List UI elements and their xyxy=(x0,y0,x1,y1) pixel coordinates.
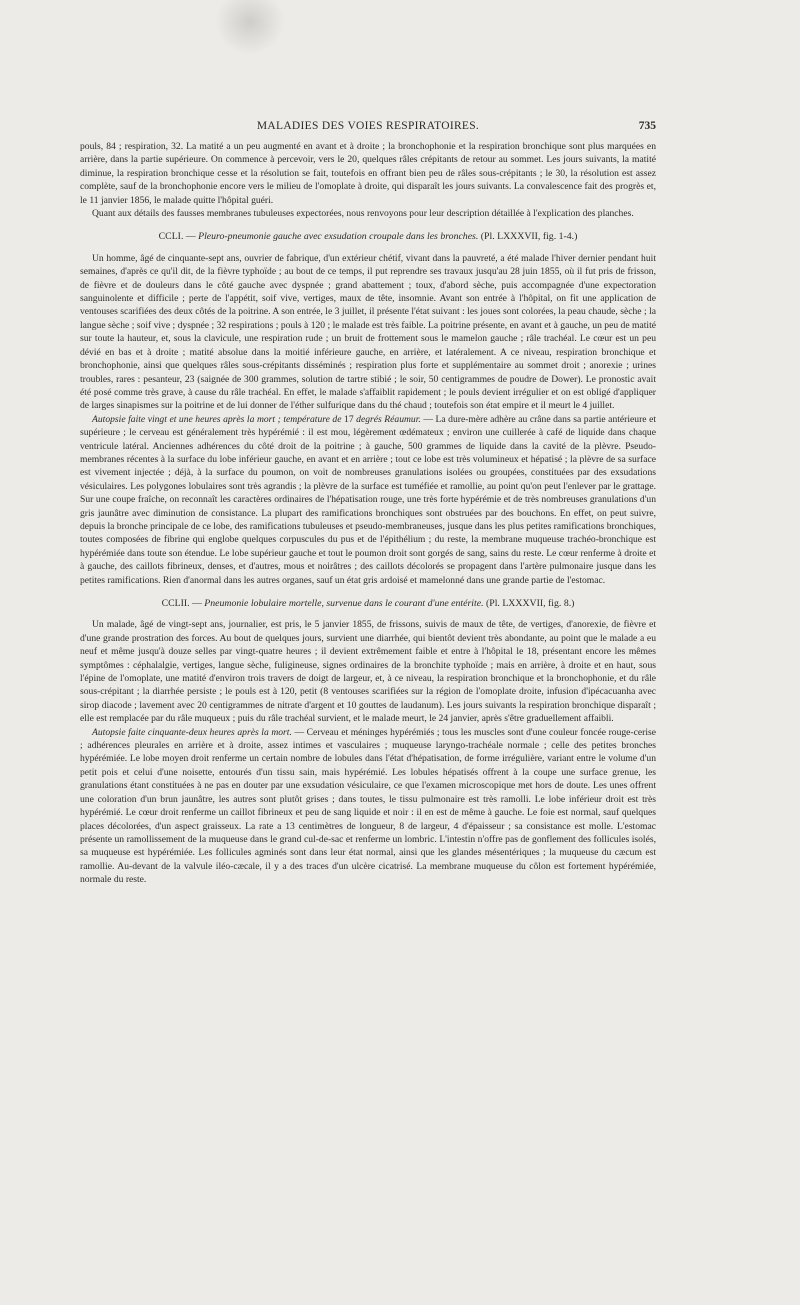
autopsy-text: — Cerveau et méninges hypérémiés ; tous les muscles sont d'une couleur foncée rouge-cerise ; adhérences pleurales en arrière et à droite, assez intimes et vasculaires ; muqueuse laryngo-trachéale normale ; celle des petites bronches hypérémiée. Le lobe moyen droit renferme un certain nombre de lobules dans l'état d'hépatisation, de forme irrégulière, variant entre le volume d'un petit pois et celui d'une noisette, entourés d'un tissu sain, mais hypérémié. Les lobules hépatisés offrent à la coupe une surface grenue, les granulations étant constituées à ne pas en douter par une exsudation vésiculaire, ce que l'examen microscopique met hors de doute. Les unes offrent une coloration d'un brun jaunâtre, les autres sont plutôt grises ; dans toutes, le tissu pulmonaire est très ramolli. Le lobe inférieur droit est très hypérémié. Le cœur droit renferme un caillot fibrineux et peu de sang liquide et noir : il en est de même à gauche. Le foie est normal, sauf quelques places décolorées, d'un aspect graisseux. La rate a 13 centimètres de longueur, 8 de largeur, 4 d'épaisseur ; sa consistance est molle. L'estomac présente un ramollissement de la muqueuse dans le grand cul-de-sac et renferme un lombric. L'intestin n'offre pas de gonflement des follicules isolés, sa muqueuse est hypérémiée. Les follicules agminés sont dans leur état normal, ainsi que les glandes mésentériques ; la muqueuse du cæcum est ramollie. Au-devant de la valvule iléo-cæcale, il y a des traces d'un ulcère cicatrisé. La membrane muqueuse du côlon est fortement hypérémiée, normale du reste. xyxy=(80,726,656,886)
print-smudge xyxy=(215,0,285,55)
autopsy-temperature: 17 xyxy=(341,413,357,425)
page-number: 735 xyxy=(638,120,656,132)
case-dash: — xyxy=(189,598,205,609)
autopsy-text: — La dure-mère adhère au crâne dans sa partie antérieure et supérieure ; le cerveau est généralement très hypérémié : il est mou, légèrement œdémateux ; environ une cuillerée à café de liquide dans chaque ventricule latéral. Anciennes adhérences du côté droit de la poitrine ; à gauche, 500 grammes de liquide dans la cavité de la plèvre. Pseudo-membranes récentes à la surface du lobe inférieur gauche, en avant et en arrière ; tout ce lobe est très volumineux et hépatisé ; la plèvre de sa surface est vivement injectée ; déjà, à la surface du poumon, on voit de nombreuses granulations isolées ou groupées, constituées par des exsudations vésiculaires. Les polygones lobulaires sont très agrandis ; la plèvre de la surface est tuméfiée et ramollie, au point qu'on peut l'enlever par le grattage. Sur une coupe fraîche, on reconnaît les caractères ordinaires de l'hépatisation rouge, une très forte hypérémie et de très nombreuses granulations d'un gris jaunâtre avec diminution de consistance. La plupart des ramifications bronchiques sont obstruées par des bouchons. En effet, on peut suivre, depuis la bronche principale de ce lobe, des ramifications tubuleuses et pseudo-membraneuses, jusque dans les plus petites ramifications bronchiques, toutes composées de fibrine qui englobe quelques corpuscules du pus et de l'épithélium ; du reste, la membrane muqueuse trachéo-bronchique est hypérémiée dans toute son étendue. Le lobe supérieur gauche et tout le poumon droit sont gorgés de sang, sains du reste. Le cœur renferme à droite et à gauche, des caillots fibrineux, denses, et d'autres, mous et noirâtres ; des caillots décolorés se propagent dans l'artère pulmonaire jusque dans les petites ramifications. Rien d'anormal dans les autres organes, sauf un état gris ardoisé et mamelonné dans une grande partie de l'estomac. xyxy=(80,413,656,586)
running-title: MALADIES DES VOIES RESPIRATOIRES. xyxy=(256,120,480,132)
case-cclii-autopsy xyxy=(80,726,656,887)
plate-reference: (Pl. LXXXVII, fig. 1-4.) xyxy=(478,231,578,243)
autopsy-label: Autopsie faite vingt et une heures après la mort ; température de xyxy=(92,413,342,425)
intro-paragraph-1: pouls, 84 ; respiration, 32. La matité a un peu augmenté en avant et à droite ; la bronchophonie et la respiration bronchique sont plus marquées en arrière, dans la partie supérieure. On commence à percevoir, vers le 20, quelques râles crépitants de retour au sommet. Les jours suivants, la matité diminue, la respiration bronchique cesse et la résolution se fait, toutefois en offrant bien peu de râles sous-crépitants ; le 30, la résolution est assez complète, sauf de la bronchophonie encore vers le milieu de l'omoplate à droite, qui disparaît les jours suivants. La convalescence fait des progrès et, le 11 janvier 1856, le malade quitte l'hôpital guéri. xyxy=(80,141,656,206)
case-number: CCLI. xyxy=(158,231,184,243)
plate-reference: (Pl. LXXXVII, fig. 8.) xyxy=(483,598,575,609)
case-ccli-history: Un homme, âgé de cinquante-sept ans, ouvrier de fabrique, d'un extérieur chétif, vivant dans la pauvreté, a été malade l'hiver dernier pendant huit semaines, d'après ce qu'il dit, de la fièvre typhoïde ; au bout de ce temps, il put reprendre ses travaux jusqu'au 28 juin 1855, où il fut pris de frisson, de fièvre et de douleurs dans le côté gauche avec dyspnée ; grand abattement ; toux, d'abord sèche, puis accompagnée d'une expectoration sanguinolente et difficile ; perte de l'appétit, soif vive, vertiges, maux de tête, insomnie. Avant son entrée à l'hôpital, on fit une application de ventouses scarifiées des deux côtés de la poitrine. A son entrée, le 3 juillet, il présente l'état suivant : les joues sont colorées, la peau chaude, sèche ; la langue sèche ; soif vive ; dyspnée ; 32 respirations ; pouls à 120 ; le malade est très faible. La poitrine présente, en avant et à gauche, un peu de matité sur toute la hauteur, et, sous la clavicule, une respiration rude ; un bruit de frottement sous le mamelon gauche ; râle trachéal. Le cœur est un peu dévié en bas et à droite ; matité absolue dans la moitié inférieure gauche, en arrière, et latéralement. A ce niveau, respiration bronchique et bronchophonie, ainsi que quelques râles sous-crépitants disséminés ; respiration plus forte et supplémentaire au sommet droit ; anorexie ; urines troubles, rares : pesanteur, 23 (saignée de 300 grammes, solution de tartre stibié ; le soir, 50 centigrammes de poudre de Dower). Le pronostic avait été posé comme très grave, à cause du râle trachéal. En effet, le malade s'affaiblit rapidement ; le pouls devient irrégulier et on est obligé d'appliquer de larges sinapismes sur la poitrine et de lui donner de l'éther sulfurique dans du thé chaud ; toutefois son état empire et il meurt le 4 juillet. xyxy=(80,252,656,412)
case-heading-ccli xyxy=(80,230,656,243)
case-dash: — xyxy=(183,231,199,243)
case-heading-cclii xyxy=(80,597,656,610)
autopsy-unit: degrés Réaumur. xyxy=(356,413,421,425)
case-cclii-history: Un malade, âgé de vingt-sept ans, journalier, est pris, le 5 janvier 1855, de frissons, suivis de maux de tête, de vertiges, d'anorexie, de fièvre et d'une grande prostration des forces. Au bout de quelques jours, survient une diarrhée, qui bientôt devient très abondante, au point que le malade a eu neuf et même jusqu'à douze selles par vingt-quatre heures ; il devient extrêmement faible et entre à l'hôpital le 18, présentant encore les mêmes symptômes : céphalalgie, vertiges, langue sèche, fuligineuse, signes ordinaires de la bronchite typhoïde ; mais en arrière, à droite et en haut, sous l'épine de l'omoplate, une matité d'environ trois travers de doigt de largeur, et, à ce niveau, la respiration bronchique et la bronchophonie, et du râle sous-crépitant ; la diarrhée persiste ; le pouls est à 120, petit (8 ventouses scarifiées sur la région de l'omoplate droite, infusion d'ipécacuanha avec sirop diacode ; lavement avec 20 centigrammes de nitrate d'argent et 10 gouttes de laudanum). Les jours suivants la respiration bronchique disparaît ; elle est remplacée par du râle muqueux ; puis du râle trachéal survient, et le malade meurt, le 24 janvier, après s'être graduellement affaibli. xyxy=(80,619,656,725)
case-title: Pleuro-pneumonie gauche avec exsudation croupale dans les bronches. xyxy=(198,231,479,243)
page-body xyxy=(80,140,656,887)
intro-paragraph-2: Quant aux détails des fausses membranes tubuleuses expectorées, nous renvoyons pour leur description détaillée à l'explication des planches. xyxy=(92,208,634,220)
case-ccli-autopsy xyxy=(80,413,656,587)
case-number: CCLII. xyxy=(161,598,190,609)
case-title: Pneumonie lobulaire mortelle, survenue dans le courant d'une entérite. xyxy=(204,598,484,609)
page-header xyxy=(80,120,656,136)
autopsy-label: Autopsie faite cinquante-deux heures après la mort. xyxy=(92,726,292,738)
